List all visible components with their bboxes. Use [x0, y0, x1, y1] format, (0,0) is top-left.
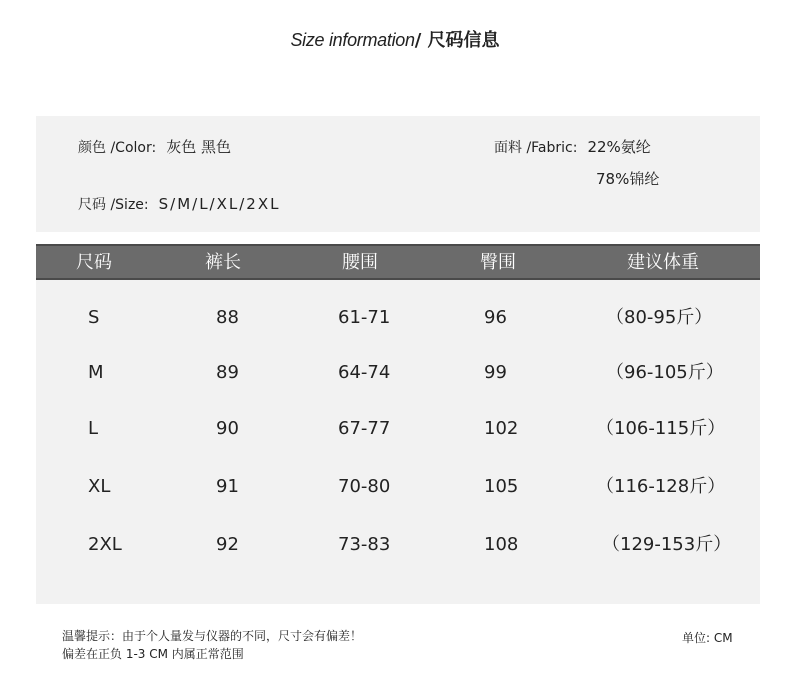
table-row — [36, 525, 760, 565]
fabric-info — [494, 136, 651, 157]
size-value: S/M/L/XL/2XL — [158, 195, 281, 213]
cell-waist: 73-83 — [338, 534, 391, 555]
cell-weight: （106-115斤） — [596, 418, 726, 439]
size-info — [78, 194, 280, 214]
header-length: 裤长 — [205, 252, 241, 273]
color-label: 颜色 /Color: — [78, 140, 157, 156]
fabric-value-2: 78%锦纶 — [596, 170, 660, 188]
product-info-panel — [36, 116, 760, 232]
cell-waist: 64-74 — [338, 362, 391, 383]
table-header — [36, 244, 760, 280]
cell-waist: 70-80 — [338, 476, 391, 497]
header-size: 尺码 — [76, 252, 112, 273]
header-hip: 臀围 — [480, 252, 516, 273]
cell-size: 2XL — [88, 534, 122, 555]
measurement-note — [62, 627, 362, 663]
cell-size: S — [88, 307, 100, 328]
cell-hip: 108 — [484, 534, 519, 555]
cell-waist: 61-71 — [338, 307, 391, 328]
cell-length: 90 — [216, 418, 239, 439]
table-row — [36, 467, 760, 507]
table-row — [36, 298, 760, 338]
header-waist: 腰围 — [342, 252, 378, 273]
title-english: Size information — [290, 30, 415, 50]
title-chinese: / 尺码信息 — [414, 30, 500, 51]
unit-label: 单位: CM — [682, 631, 733, 645]
cell-waist: 67-77 — [338, 418, 391, 439]
size-label: 尺码 /Size: — [78, 197, 149, 213]
color-value: 灰色 黑色 — [166, 138, 231, 156]
color-info — [78, 136, 231, 157]
fabric-label: 面料 /Fabric: — [494, 140, 578, 156]
cell-size: M — [88, 362, 104, 383]
cell-hip: 105 — [484, 476, 519, 497]
cell-hip: 102 — [484, 418, 519, 439]
table-row — [36, 353, 760, 393]
size-table — [36, 244, 760, 604]
cell-size: XL — [88, 476, 111, 497]
note-line-2: 偏差在正负 1-3 CM 内属正常范围 — [62, 647, 244, 661]
cell-length: 89 — [216, 362, 239, 383]
page-title — [0, 26, 790, 52]
fabric-info-2 — [596, 168, 659, 189]
cell-weight: （80-95斤） — [606, 307, 713, 328]
cell-hip: 96 — [484, 307, 507, 328]
cell-weight: （116-128斤） — [596, 476, 726, 497]
cell-weight: （96-105斤） — [606, 362, 724, 383]
table-row — [36, 409, 760, 449]
note-line-1: 温馨提示：由于个人量发与仪器的不同，尺寸会有偏差！ — [62, 629, 363, 643]
cell-length: 91 — [216, 476, 239, 497]
cell-weight: （129-153斤） — [602, 534, 732, 555]
cell-hip: 99 — [484, 362, 507, 383]
fabric-value-1: 22%氨纶 — [587, 138, 651, 156]
cell-length: 92 — [216, 534, 239, 555]
header-weight: 建议体重 — [627, 252, 699, 273]
cell-length: 88 — [216, 307, 239, 328]
cell-size: L — [88, 418, 99, 439]
